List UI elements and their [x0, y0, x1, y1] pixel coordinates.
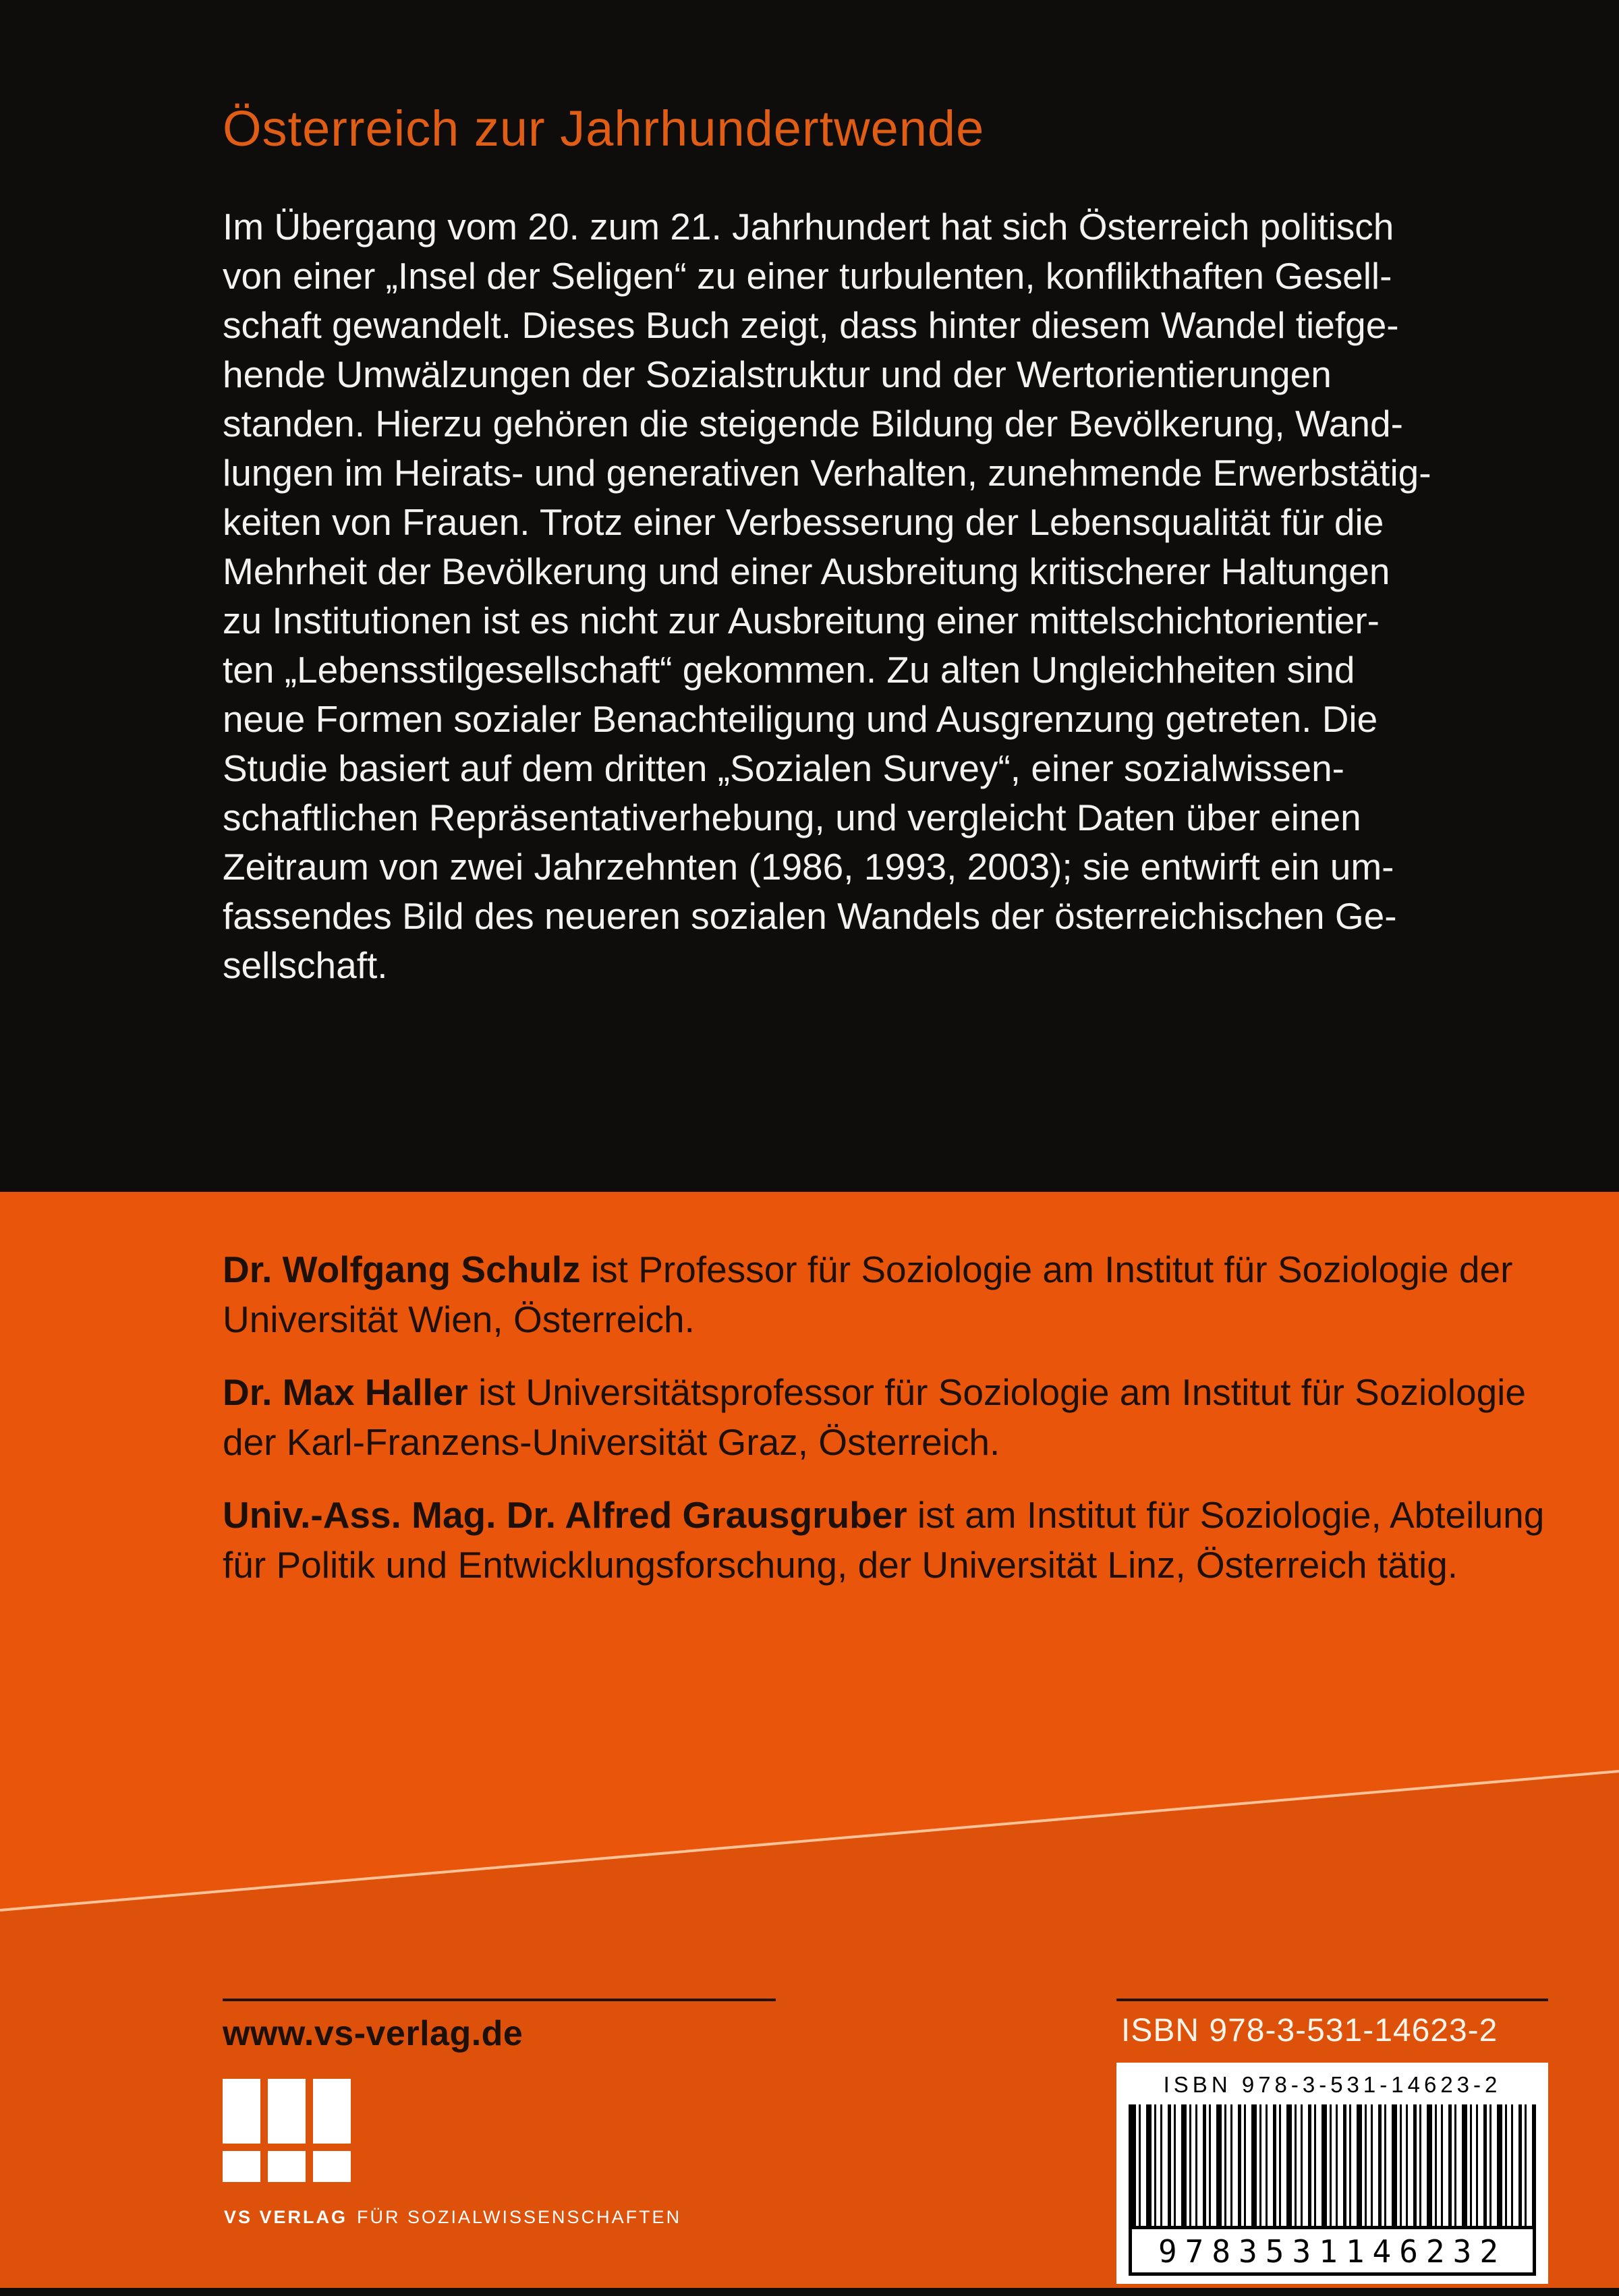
- publisher-website: www.vs-verlag.de: [223, 2014, 523, 2053]
- blurb-line: Zeitraum von zwei Jahrzehnten (1986, 1993, 2003); sie entwirft ein um-: [223, 846, 1394, 888]
- author-bio-text: ist Professor für Soziologie am Institut für Soziologie der Universität Wien, Österreich.: [223, 1249, 1513, 1340]
- author-name: Dr. Max Haller: [223, 1371, 468, 1413]
- blurb-line: keiten von Frauen. Trotz einer Verbesserung der Lebensqualität für die: [223, 501, 1384, 543]
- blurb-text: [223, 202, 1558, 990]
- blurb-line: schaftlichen Repräsentativerhebung, und vergleicht Daten über einen: [223, 797, 1361, 838]
- isbn-label: ISBN 978-3-531-14623-2: [1121, 2013, 1498, 2048]
- author-bios: [223, 1244, 1565, 1613]
- author-name: Dr. Wolfgang Schulz: [223, 1249, 581, 1290]
- blurb-line: schaft gewandelt. Dieses Buch zeigt, dass hinter diesem Wandel tiefge-: [223, 304, 1399, 346]
- barcode-number: 9783531146232: [1129, 2226, 1536, 2276]
- author-bio-text: ist am Institut für Soziologie, Abteilung für Politik und Entwicklungsforschung, der Universität Linz, Österreich tätig.: [223, 1494, 1545, 1586]
- footer-rule-left: [223, 1999, 776, 2001]
- ean-barcode: [1129, 2104, 1536, 2226]
- publisher-name: [224, 2207, 681, 2228]
- author-bio: [223, 1490, 1565, 1590]
- logo-cell: [268, 2151, 306, 2182]
- author-bio-text: ist Universitätsprofessor für Soziologie am Institut für Soziologie der Karl-Franzens-Universität Graz, Österreich.: [223, 1371, 1526, 1463]
- orange-band: [0, 1192, 1619, 2288]
- blurb-line: Mehrheit der Bevölkerung und einer Ausbreitung kritischerer Haltungen: [223, 550, 1390, 592]
- author-name: Univ.-Ass. Mag. Dr. Alfred Grausgruber: [223, 1494, 907, 1536]
- page-title: Österreich zur Jahrhundertwende: [223, 101, 985, 156]
- blurb-line: standen. Hierzu gehören die steigende Bildung der Bevölkerung, Wand-: [223, 403, 1403, 444]
- blurb-line: hende Umwälzungen der Sozialstruktur und der Wertorientierungen: [223, 353, 1332, 395]
- blurb-line: lungen im Heirats- und generativen Verhalten, zunehmende Erwerbstätig-: [223, 452, 1431, 494]
- logo-cell: [223, 2151, 260, 2182]
- barcode-isbn-text: ISBN 978-3-531-14623-2: [1163, 2072, 1502, 2097]
- publisher-name-rest: FÜR SOZIALWISSENSCHAFTEN: [357, 2207, 682, 2227]
- logo-cell: [268, 2079, 306, 2144]
- blurb-line: Im Übergang vom 20. zum 21. Jahrhundert hat sich Österreich politisch: [223, 206, 1394, 248]
- barcode-box: [1116, 2063, 1548, 2284]
- blurb-line: neue Formen sozialer Benachteiligung und Ausgrenzung getreten. Die: [223, 698, 1378, 740]
- logo-cell: [313, 2079, 351, 2144]
- logo-cell: [313, 2151, 351, 2182]
- blurb-line: von einer „Insel der Seligen“ zu einer turbulenten, konflikthaften Gesell-: [223, 255, 1392, 297]
- blurb-line: zu Institutionen ist es nicht zur Ausbreitung einer mittelschichtorientier-: [223, 600, 1380, 641]
- blurb-line: sellschaft.: [223, 944, 388, 986]
- publisher-name-bold: VS VERLAG: [224, 2207, 348, 2227]
- blurb-line: fassendes Bild des neueren sozialen Wandels der österreichischen Ge-: [223, 895, 1397, 937]
- logo-cell: [223, 2079, 260, 2144]
- vs-verlag-logo: [223, 2079, 351, 2188]
- blurb-line: Studie basiert auf dem dritten „Sozialen Survey“, einer sozialwissen-: [223, 747, 1344, 789]
- author-bio: [223, 1367, 1565, 1467]
- footer-rule-right: [1116, 1999, 1548, 2001]
- blurb-line: ten „Lebensstilgesellschaft“ gekommen. Zu alten Ungleichheiten sind: [223, 649, 1355, 691]
- author-bio: [223, 1244, 1565, 1344]
